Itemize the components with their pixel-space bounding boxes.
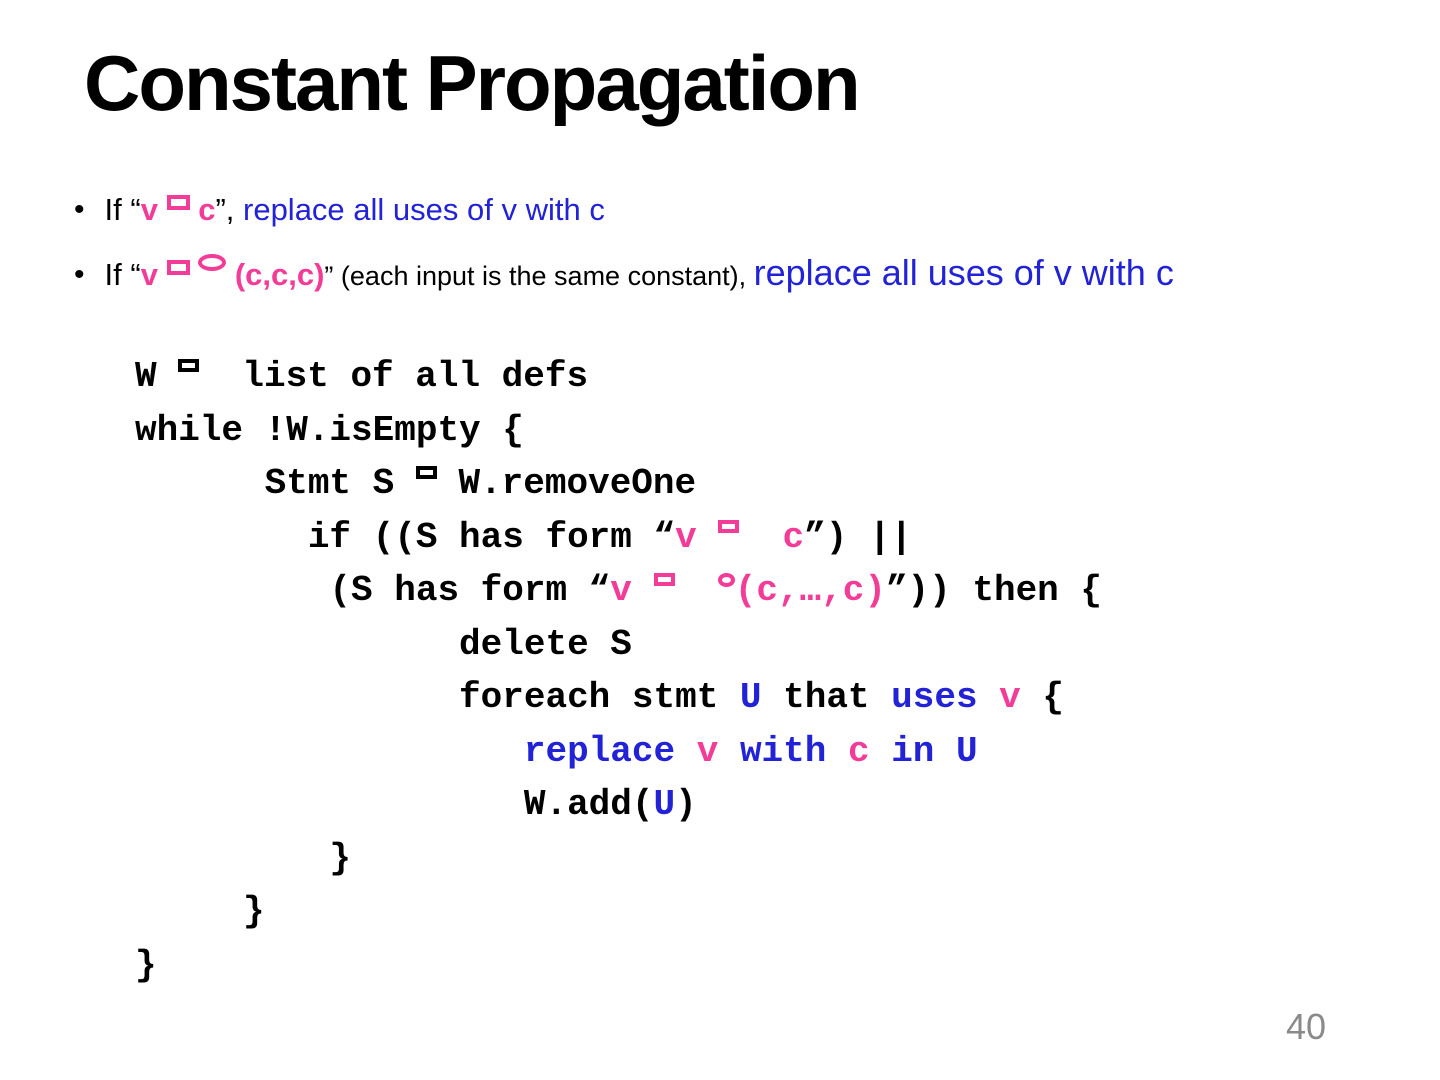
code-text-segment: v — [675, 516, 697, 558]
bullet-text-segment: c — [198, 192, 216, 227]
code-text-segment: ) — [675, 784, 697, 825]
code-text-segment: W.removeOne — [436, 463, 697, 504]
bullet-item — [74, 252, 1174, 294]
code-text-segment: that — [761, 677, 892, 718]
code-text-segment: v — [999, 677, 1021, 718]
bullet-text-segment: v — [140, 257, 158, 292]
code-line — [135, 350, 1102, 404]
bullet-dot-icon: • — [74, 258, 85, 291]
missing-glyph-box-icon — [178, 359, 199, 372]
code-line — [135, 885, 1102, 939]
code-text-segment: } — [135, 837, 352, 879]
bullet-text-segment — [226, 257, 235, 292]
code-text-segment: U — [956, 730, 978, 772]
code-text-segment — [718, 731, 740, 772]
missing-glyph-box-icon — [167, 195, 190, 210]
missing-glyph-box-icon — [718, 520, 739, 533]
code-text-segment: Stmt S — [135, 463, 416, 504]
code-block — [135, 350, 1102, 992]
code-text-segment: ”)) then { — [885, 570, 1102, 611]
code-text-segment: v — [696, 730, 719, 772]
bullet-text-segment: (each input is the same constant), — [333, 261, 754, 291]
code-text-segment: in — [891, 730, 935, 772]
code-text-segment — [739, 517, 782, 558]
code-text-segment — [135, 731, 524, 772]
code-text-segment: { — [1020, 677, 1064, 718]
code-text-segment: foreach stmt — [135, 677, 740, 718]
code-text-segment: with — [739, 730, 827, 772]
bullet-dot-icon: • — [74, 193, 85, 226]
bullet-text-segment: (c,c,c) — [234, 257, 325, 292]
code-line — [135, 404, 1102, 458]
code-text-segment: W — [135, 356, 179, 397]
code-text-segment — [826, 731, 848, 772]
code-text-segment — [675, 731, 697, 772]
bullet-text — [104, 252, 1174, 293]
bullet-text-segment — [190, 257, 199, 292]
code-text-segment — [632, 570, 654, 611]
bullet-text-segment: ” — [324, 261, 334, 291]
code-line — [135, 832, 1102, 886]
code-line — [135, 725, 1102, 779]
code-text-segment: c — [782, 516, 805, 558]
code-text-segment: list of all defs — [199, 356, 589, 397]
code-text-segment: (S has form “ — [135, 570, 611, 611]
code-text-segment: U — [653, 784, 676, 825]
bullet-item — [74, 192, 605, 228]
code-text-segment: delete S — [135, 623, 632, 665]
code-line — [135, 564, 1102, 618]
code-text-segment: uses — [891, 677, 978, 718]
page-title: Constant Propagation — [84, 39, 859, 127]
code-text-segment: if ((S has form “ — [135, 516, 676, 558]
code-text-segment: ”) || — [804, 516, 913, 558]
bullet-text-segment: v — [140, 192, 158, 227]
code-line — [135, 671, 1102, 725]
bullet-text-segment: ”, — [215, 192, 243, 227]
code-text-segment: c — [847, 730, 870, 772]
code-line — [135, 511, 1102, 565]
bullet-text-segment — [158, 192, 167, 227]
code-text-segment: while !W.isEmpty { — [135, 409, 524, 451]
bullet-text-segment: If “ — [104, 192, 141, 227]
code-text-segment: } — [135, 944, 157, 986]
code-text-segment: v — [610, 570, 632, 611]
code-text-segment — [870, 731, 892, 772]
bullet-text-segment: replace all uses of v with c — [243, 192, 605, 227]
bullet-text — [105, 192, 605, 227]
missing-glyph-box-icon — [654, 573, 675, 586]
code-text-segment: } — [135, 891, 265, 932]
code-text-segment: U — [739, 677, 762, 718]
bullet-text-segment — [190, 192, 199, 227]
code-line — [135, 778, 1102, 832]
bullet-text-segment: If “ — [104, 257, 141, 292]
code-text-segment: (c,…,c) — [734, 570, 886, 611]
missing-glyph-oval-icon — [198, 254, 226, 271]
code-text-segment — [934, 731, 956, 772]
code-text-segment: replace — [523, 730, 676, 772]
page-number: 40 — [1286, 1006, 1327, 1047]
code-text-segment — [697, 517, 719, 558]
code-text-segment — [675, 570, 718, 611]
code-line — [135, 457, 1102, 511]
missing-glyph-box-icon — [167, 260, 190, 275]
bullet-text-segment — [158, 257, 167, 292]
missing-glyph-box-icon — [416, 466, 437, 479]
code-line — [135, 939, 1102, 993]
code-line — [135, 618, 1102, 672]
code-text-segment — [978, 677, 1000, 718]
code-text-segment: W.add( — [135, 784, 654, 825]
missing-glyph-oval-icon — [718, 573, 735, 587]
bullet-text-segment: replace all uses of v with c — [753, 252, 1174, 293]
